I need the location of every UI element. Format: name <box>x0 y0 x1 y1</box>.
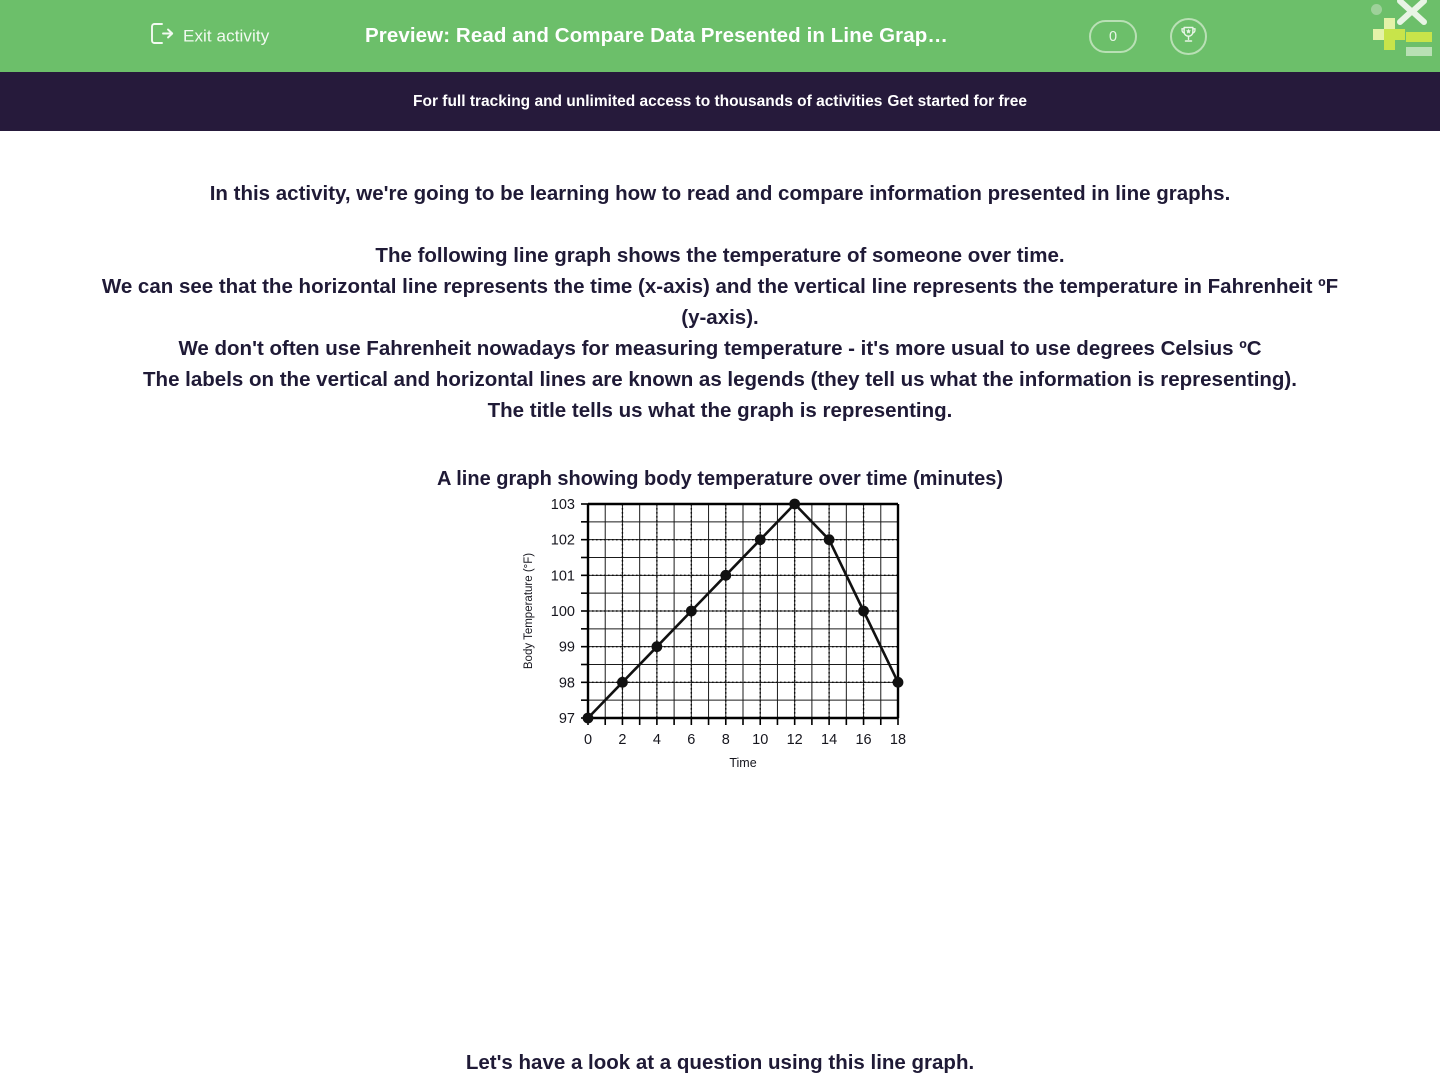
data-point <box>789 499 800 510</box>
data-point <box>617 677 628 688</box>
x-tick-label: 6 <box>687 732 696 748</box>
x-axis-label: Time <box>729 756 757 770</box>
y-tick-label: 98 <box>558 675 575 692</box>
explanation-line-4: The labels on the vertical and horizontal lines are known as legends (they tell us what the information is representing). <box>143 368 1297 391</box>
y-axis-label: Body Temperature (°F) <box>523 552 535 670</box>
data-point <box>755 534 766 545</box>
chart-title: A line graph showing body temperature over time (minutes) <box>436 468 1003 490</box>
app-header <box>0 0 1440 72</box>
line-chart-svg <box>510 491 930 781</box>
data-point <box>824 534 835 545</box>
trophy-button[interactable] <box>1170 18 1207 55</box>
line-chart <box>510 491 930 781</box>
y-tick-label: 99 <box>558 639 575 656</box>
x-tick-label: 4 <box>652 732 661 748</box>
get-started-link[interactable]: Get started for free <box>887 92 1027 110</box>
explanation-line-3: We don't often use Fahrenheit nowadays for measuring temperature - it's more usual to use degrees Celsius ºC <box>178 337 1262 360</box>
paragraph-spacer <box>0 209 1440 240</box>
intro-text-strong: read and compare <box>686 182 864 205</box>
decorative-plus-highlight-left <box>1373 29 1384 40</box>
promo-text: For full tracking and unlimited access to thousands of activities <box>413 92 883 110</box>
data-point <box>651 641 662 652</box>
x-tick-label: 14 <box>821 732 838 748</box>
chart-tick-labels <box>551 497 906 748</box>
decorative-dash-shape-two <box>1406 47 1432 56</box>
data-point <box>893 677 904 688</box>
x-tick-label: 10 <box>752 732 769 748</box>
activity-content <box>0 178 1440 1074</box>
score-badge[interactable] <box>1089 20 1137 53</box>
decorative-dash-shape-one <box>1406 32 1432 42</box>
y-tick-label: 102 <box>550 532 575 549</box>
data-point <box>720 570 731 581</box>
chart-gridlines <box>588 504 898 718</box>
y-tick-label: 100 <box>550 604 575 620</box>
explanation-line-2: We can see that the horizontal line represents the time (x-axis) and the vertical line represents the temperature in Fahrenheit ºF (y-axis). <box>101 275 1339 329</box>
exit-activity-button[interactable] <box>148 21 269 52</box>
data-point <box>858 606 869 617</box>
explanation-paragraph <box>0 240 1440 426</box>
explanation-line-1: The following line graph shows the temperature of someone over time. <box>375 244 1065 267</box>
decorative-dot-shape <box>1371 4 1382 15</box>
promo-banner <box>0 72 1440 131</box>
page-title: Preview: Read and Compare Data Presented in Line Grap… <box>365 24 948 47</box>
exit-activity-label: Exit activity <box>183 26 270 45</box>
chart-figure-wrap <box>0 491 1440 781</box>
intro-text-post: information presented in line graphs. <box>863 182 1231 205</box>
y-tick-label: 103 <box>550 497 575 513</box>
decorative-plus-highlight-top <box>1384 18 1395 29</box>
x-tick-label: 0 <box>583 732 593 748</box>
score-value: 0 <box>1108 28 1118 45</box>
intro-paragraph <box>0 178 1440 209</box>
closing-text: Let's have a look at a question using this line graph. <box>465 1051 975 1074</box>
intro-text-pre: In this activity, we're going to be learning how to <box>209 182 687 205</box>
x-tick-label: 18 <box>889 732 907 748</box>
trophy-icon <box>1178 24 1199 50</box>
x-tick-label: 12 <box>786 732 803 748</box>
y-tick-label: 97 <box>558 711 575 727</box>
data-point <box>686 606 697 617</box>
exit-door-icon <box>148 21 174 52</box>
x-tick-label: 16 <box>855 732 872 748</box>
y-tick-label: 101 <box>550 568 575 585</box>
chart-axes <box>581 504 898 725</box>
explanation-line-5: The title tells us what the graph is representing. <box>487 399 953 422</box>
x-tick-label: 8 <box>721 732 730 748</box>
data-point <box>583 713 594 724</box>
decorative-cross-shape <box>1397 0 1427 24</box>
x-tick-label: 2 <box>618 732 627 748</box>
